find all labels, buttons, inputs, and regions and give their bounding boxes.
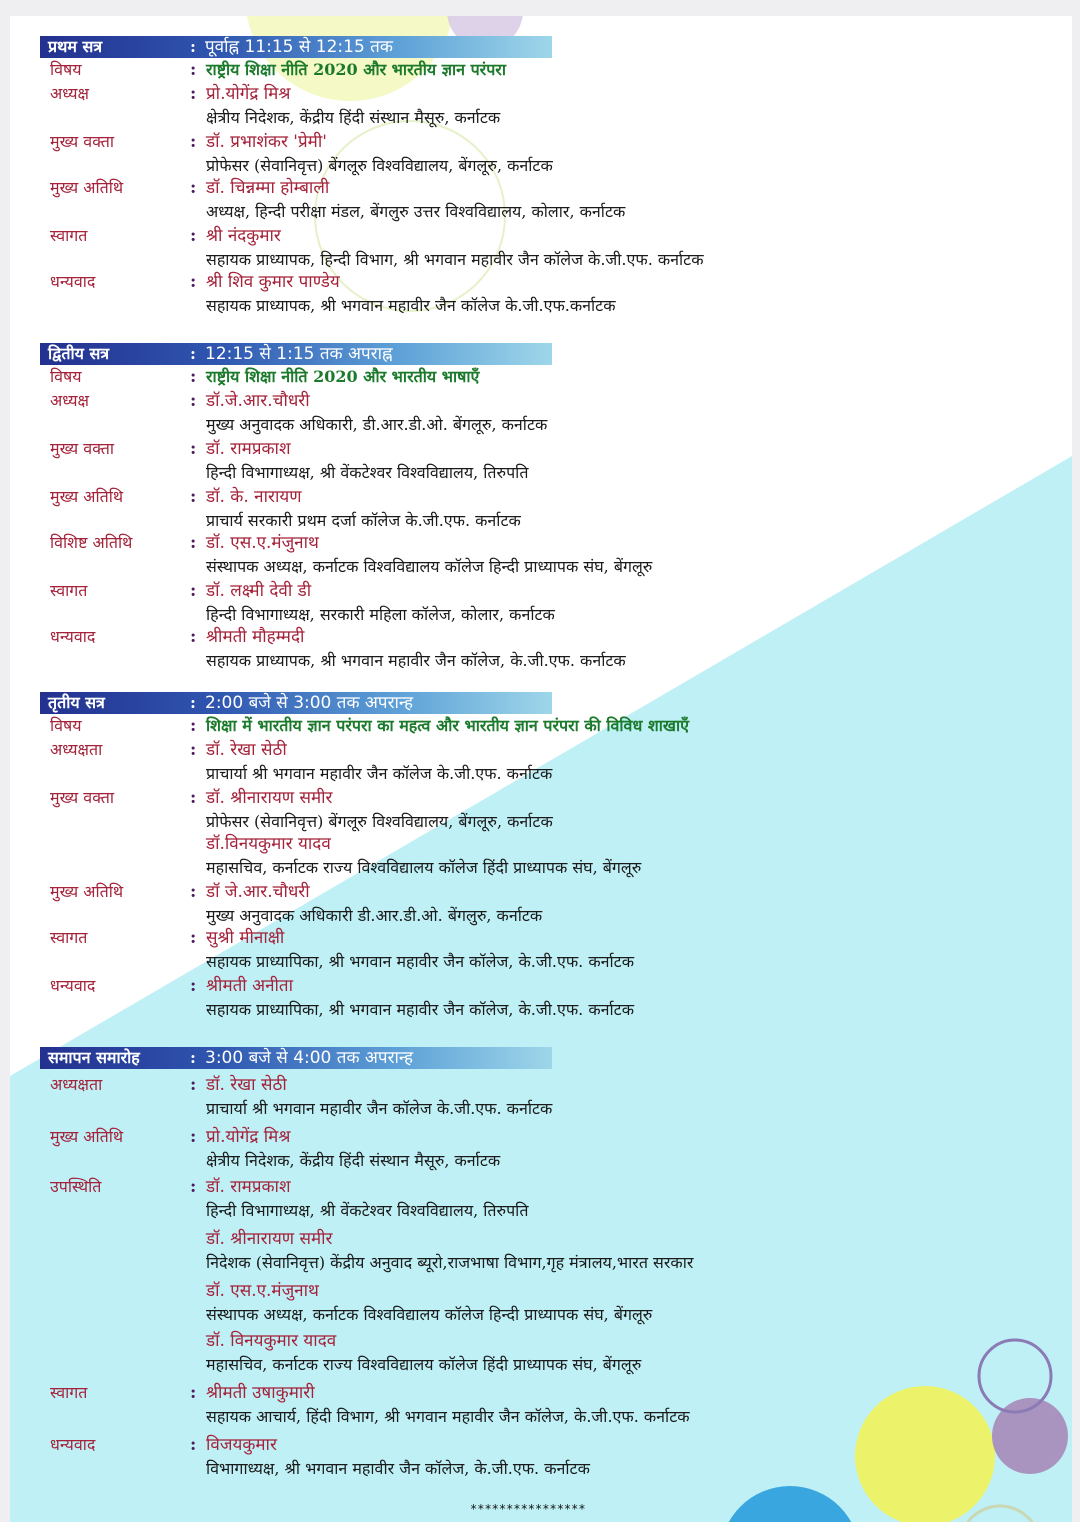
session-topic: राष्ट्रीय शिक्षा नीति 2020 और भारतीय भाषाएँ — [206, 367, 480, 386]
session-header-bar — [40, 343, 552, 365]
role-label: मुख्य अतिथि — [50, 882, 124, 901]
person-designation: संस्थापक अध्यक्ष, कर्नाटक विश्वविद्यालय कॉलेज हिन्दी प्राध्यापक संघ, बेंगलूरु — [206, 1305, 653, 1324]
session-time: 12:15 से 1:15 तक अपराह्न — [205, 344, 393, 364]
colon-separator: : — [190, 84, 197, 104]
session-topic: शिक्षा में भारतीय ज्ञान परंपरा का महत्व और भारतीय ज्ञान परंपरा की विविध शाखाएँ — [206, 716, 689, 735]
person-designation: हिन्दी विभागाध्यक्ष, श्री वेंकटेश्वर विश्वविद्यालय, तिरुपति — [206, 463, 529, 482]
person-name: श्री शिव कुमार पाण्डेय — [206, 272, 340, 292]
person-name: डॉ.विनयकुमार यादव — [206, 834, 331, 854]
session-time: 2:00 बजे से 3:00 तक अपरान्ह — [205, 693, 414, 713]
role-label: मुख्य वक्ता — [50, 788, 115, 807]
person-name: डॉ. रेखा सेठी — [206, 1075, 287, 1095]
colon-separator: : — [190, 367, 197, 387]
session-title: द्वितीय सत्र — [48, 344, 110, 363]
session-title: तृतीय सत्र — [48, 693, 105, 712]
person-name: डॉ.जे.आर.चौधरी — [206, 391, 310, 411]
person-designation: क्षेत्रीय निदेशक, केंद्रीय हिंदी संस्थान मैसूरु, कर्नाटक — [206, 108, 501, 127]
colon-separator: : — [190, 178, 197, 198]
person-name: डॉ. रामप्रकाश — [206, 439, 291, 459]
colon-separator: : — [190, 740, 197, 760]
person-designation: क्षेत्रीय निदेशक, केंद्रीय हिंदी संस्थान मैसूरु, कर्नाटक — [206, 1151, 501, 1170]
session-header-bar — [40, 692, 552, 714]
session-time: पूर्वाह्न 11:15 से 12:15 तक — [205, 37, 393, 57]
colon-separator: : — [190, 1048, 196, 1067]
colon-separator: : — [190, 1435, 197, 1455]
role-label: विषय — [50, 367, 82, 386]
person-name: प्रो.योगेंद्र मिश्र — [206, 1127, 291, 1147]
person-designation: महासचिव, कर्नाटक राज्य विश्वविद्यालय कॉलेज हिंदी प्राध्यापक संघ, बेंगलूरु — [206, 858, 642, 877]
person-name: श्री नंदकुमार — [206, 226, 281, 246]
person-designation: प्रोफेसर (सेवानिवृत्त) बेंगलूरु विश्वविद्यालय, बेंगलूरु, कर्नाटक — [206, 156, 553, 175]
person-name: डॉ. चिन्नम्मा होम्बाली — [206, 178, 330, 198]
role-label: मुख्य अतिथि — [50, 178, 124, 197]
colon-separator: : — [190, 344, 196, 363]
colon-separator: : — [190, 37, 196, 56]
person-designation: प्राचार्य सरकारी प्रथम दर्जा कॉलेज के.जी.एफ. कर्नाटक — [206, 511, 521, 530]
person-designation: संस्थापक अध्यक्ष, कर्नाटक विश्वविद्यालय कॉलेज हिन्दी प्राध्यापक संघ, बेंगलूरु — [206, 557, 653, 576]
colon-separator: : — [190, 788, 197, 808]
session-title: प्रथम सत्र — [48, 37, 103, 56]
person-name: श्रीमती उषाकुमारी — [206, 1383, 315, 1403]
colon-separator: : — [190, 132, 197, 152]
colon-separator: : — [190, 226, 197, 246]
colon-separator: : — [190, 1075, 197, 1095]
role-label: अध्यक्षता — [50, 740, 103, 759]
person-name: सुश्री मीनाक्षी — [206, 928, 285, 948]
role-label: विषय — [50, 60, 82, 79]
person-designation: महासचिव, कर्नाटक राज्य विश्वविद्यालय कॉलेज हिंदी प्राध्यापक संघ, बेंगलूरु — [206, 1355, 642, 1374]
person-name: विजयकुमार — [206, 1435, 277, 1455]
role-label: मुख्य वक्ता — [50, 132, 115, 151]
role-label: स्वागत — [50, 928, 88, 947]
person-name: डॉ. एस.ए.मंजुनाथ — [206, 533, 319, 553]
person-designation: निदेशक (सेवानिवृत्त) केंद्रीय अनुवाद ब्यूरो,राजभाषा विभाग,गृह मंत्रालय,भारत सरकार — [206, 1253, 694, 1272]
person-designation: मुख्य अनुवादक अधिकारी डी.आर.डी.ओ. बेंगलुरु, कर्नाटक — [206, 906, 543, 925]
person-designation: सहायक प्राध्यापिका, श्री भगवान महावीर जैन कॉलेज, के.जी.एफ. कर्नाटक — [206, 952, 634, 971]
colon-separator: : — [190, 882, 197, 902]
role-label: विषय — [50, 716, 82, 735]
person-designation: प्राचार्या श्री भगवान महावीर जैन कॉलेज के.जी.एफ. कर्नाटक — [206, 764, 553, 783]
footer-stars: **************** — [470, 1502, 586, 1516]
person-designation: मुख्य अनुवादक अधिकारी, डी.आर.डी.ओ. बेंगलूरु, कर्नाटक — [206, 415, 548, 434]
role-label: स्वागत — [50, 1383, 88, 1402]
person-name: डॉ. के. नारायण — [206, 487, 302, 507]
colon-separator: : — [190, 533, 197, 553]
person-name: डॉ. श्रीनारायण समीर — [206, 1229, 333, 1249]
person-designation: प्राचार्या श्री भगवान महावीर जैन कॉलेज के.जी.एफ. कर्नाटक — [206, 1099, 553, 1118]
person-designation: प्रोफेसर (सेवानिवृत्त) बेंगलूरु विश्वविद्यालय, बेंगलूरु, कर्नाटक — [206, 812, 553, 831]
colon-separator: : — [190, 1177, 197, 1197]
colon-separator: : — [190, 693, 196, 712]
person-designation: अध्यक्ष, हिन्दी परीक्षा मंडल, बेंगलुरु उत्तर विश्वविद्यालय, कोलार, कर्नाटक — [206, 202, 626, 221]
person-name: डॉ. रामप्रकाश — [206, 1177, 291, 1197]
role-label: मुख्य अतिथि — [50, 1127, 124, 1146]
colon-separator: : — [190, 439, 197, 459]
role-label: धन्यवाद — [50, 272, 96, 291]
role-label: स्वागत — [50, 226, 88, 245]
person-name: डॉ. श्रीनारायण समीर — [206, 788, 333, 808]
role-label: अध्यक्षता — [50, 1075, 103, 1094]
session-header-bar — [40, 1047, 552, 1069]
colon-separator: : — [190, 627, 197, 647]
person-name: प्रो.योगेंद्र मिश्र — [206, 84, 291, 104]
role-label: उपस्थिति — [50, 1177, 102, 1196]
colon-separator: : — [190, 60, 197, 80]
role-label: विशिष्ट अतिथि — [50, 533, 133, 552]
colon-separator: : — [190, 928, 197, 948]
program-content — [10, 16, 1072, 1522]
program-sheet — [10, 16, 1072, 1522]
colon-separator: : — [190, 1127, 197, 1147]
session-header-bar — [40, 36, 552, 58]
role-label: मुख्य अतिथि — [50, 487, 124, 506]
role-label: अध्यक्ष — [50, 84, 89, 103]
colon-separator: : — [190, 272, 197, 292]
person-name: श्रीमती मौहम्मदी — [206, 627, 305, 647]
person-name: डॉ. विनयकुमार यादव — [206, 1331, 337, 1351]
person-name: डॉ. लक्ष्मी देवी डी — [206, 581, 312, 601]
person-name: श्रीमती अनीता — [206, 976, 294, 996]
person-designation: हिन्दी विभागाध्यक्ष, श्री वेंकटेश्वर विश्वविद्यालय, तिरुपति — [206, 1201, 529, 1220]
role-label: धन्यवाद — [50, 976, 96, 995]
colon-separator: : — [190, 487, 197, 507]
person-designation: सहायक प्राध्यापक, श्री भगवान महावीर जैन कॉलेज, के.जी.एफ. कर्नाटक — [206, 651, 626, 670]
session-topic: राष्ट्रीय शिक्षा नीति 2020 और भारतीय ज्ञान परंपरा — [206, 60, 506, 79]
person-name: डॉ. रेखा सेठी — [206, 740, 287, 760]
role-label: स्वागत — [50, 581, 88, 600]
session-time: 3:00 बजे से 4:00 तक अपरान्ह — [205, 1048, 414, 1068]
person-name: डॉ. एस.ए.मंजुनाथ — [206, 1281, 319, 1301]
colon-separator: : — [190, 976, 197, 996]
role-label: धन्यवाद — [50, 1435, 96, 1454]
role-label: अध्यक्ष — [50, 391, 89, 410]
person-designation: सहायक प्राध्यापक, हिन्दी विभाग, श्री भगवान महावीर जैन कॉलेज के.जी.एफ. कर्नाटक — [206, 250, 704, 269]
person-name: डॉ जे.आर.चौधरी — [206, 882, 310, 902]
session-title: समापन समारोह — [48, 1048, 140, 1067]
role-label: धन्यवाद — [50, 627, 96, 646]
person-designation: सहायक प्राध्यापिका, श्री भगवान महावीर जैन कॉलेज, के.जी.एफ. कर्नाटक — [206, 1000, 634, 1019]
role-label: मुख्य वक्ता — [50, 439, 115, 458]
colon-separator: : — [190, 1383, 197, 1403]
colon-separator: : — [190, 391, 197, 411]
person-designation: विभागाध्यक्ष, श्री भगवान महावीर जैन कॉलेज, के.जी.एफ. कर्नाटक — [206, 1459, 590, 1478]
person-designation: हिन्दी विभागाध्यक्ष, सरकारी महिला कॉलेज, कोलार, कर्नाटक — [206, 605, 555, 624]
person-designation: सहायक आचार्य, हिंदी विभाग, श्री भगवान महावीर जैन कॉलेज, के.जी.एफ. कर्नाटक — [206, 1407, 690, 1426]
person-designation: सहायक प्राध्यापक, श्री भगवान महावीर जैन कॉलेज के.जी.एफ.कर्नाटक — [206, 296, 616, 315]
colon-separator: : — [190, 581, 197, 601]
person-name: डॉ. प्रभाशंकर 'प्रेमी' — [206, 132, 327, 152]
colon-separator: : — [190, 716, 197, 736]
